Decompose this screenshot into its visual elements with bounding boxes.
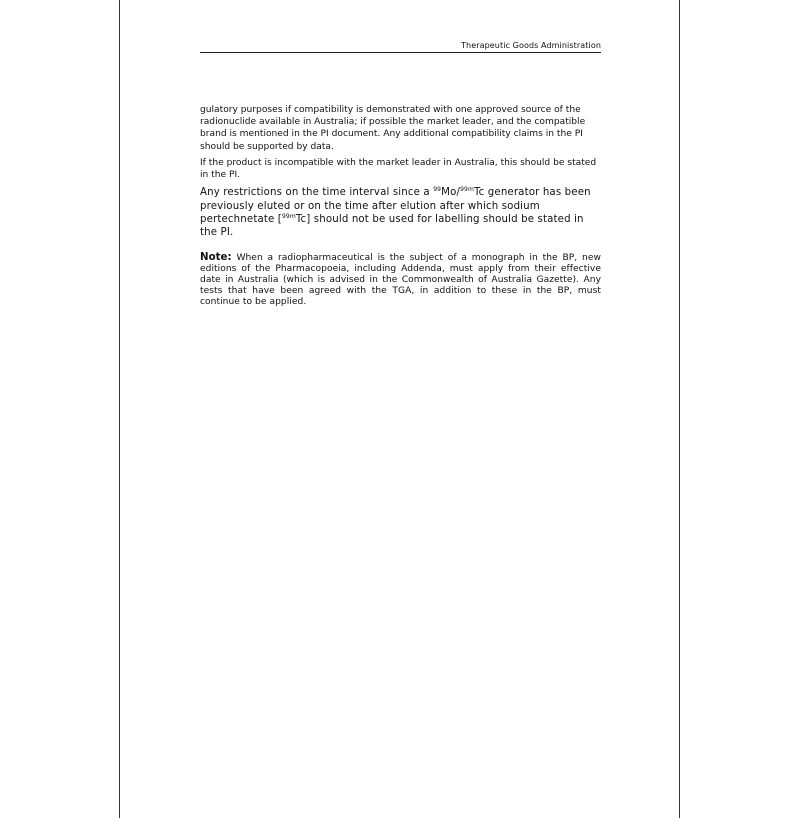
note-label: Note: [200, 252, 232, 264]
isotope-mass-tc: 99m [460, 186, 474, 194]
page-header: Therapeutic Goods Administration [200, 41, 601, 53]
document-page [119, 0, 680, 818]
paragraph-incompatibility: If the product is incompatible with the market leader in Australia, this should be stated in the PI. [200, 157, 597, 181]
paragraph-compatibility: gulatory purposes if compatibility is demonstrated with one approved source of the radionuclide available in Australia; if possible the market leader, and the compatible brand is mentioned in the PI document. Any additional compatibility claims in the PI should be supported by data. [200, 105, 586, 152]
isotope-mass-tc-2: 99m [281, 212, 296, 220]
restrictions-text-4: Tc] should not be used for labelling should be stated in the PI. [200, 213, 584, 239]
note-paragraph [200, 253, 601, 307]
restrictions-text-3: Tc generator has been previously eluted or on the time after elution after which sodium pertechnetate [ [200, 187, 591, 225]
note-text: When a radiopharmaceutical is the subject of a monograph in the BP, new editions of the Pharmacopoeia, including Addenda, must apply from their effective date in Australia (which is advised in the Commonwealth of Australia Gazette). Any tests that have been agreed with the TGA, in addition to these in the BP, must continue to be applied. [200, 253, 601, 307]
restrictions-text-1: Any restrictions on the time interval since a [200, 187, 434, 199]
isotope-mass-mo: 99 [433, 186, 442, 194]
body-text [200, 104, 601, 307]
restrictions-text-2: Mo/ [441, 187, 461, 199]
paragraph-time-restrictions [200, 186, 601, 239]
